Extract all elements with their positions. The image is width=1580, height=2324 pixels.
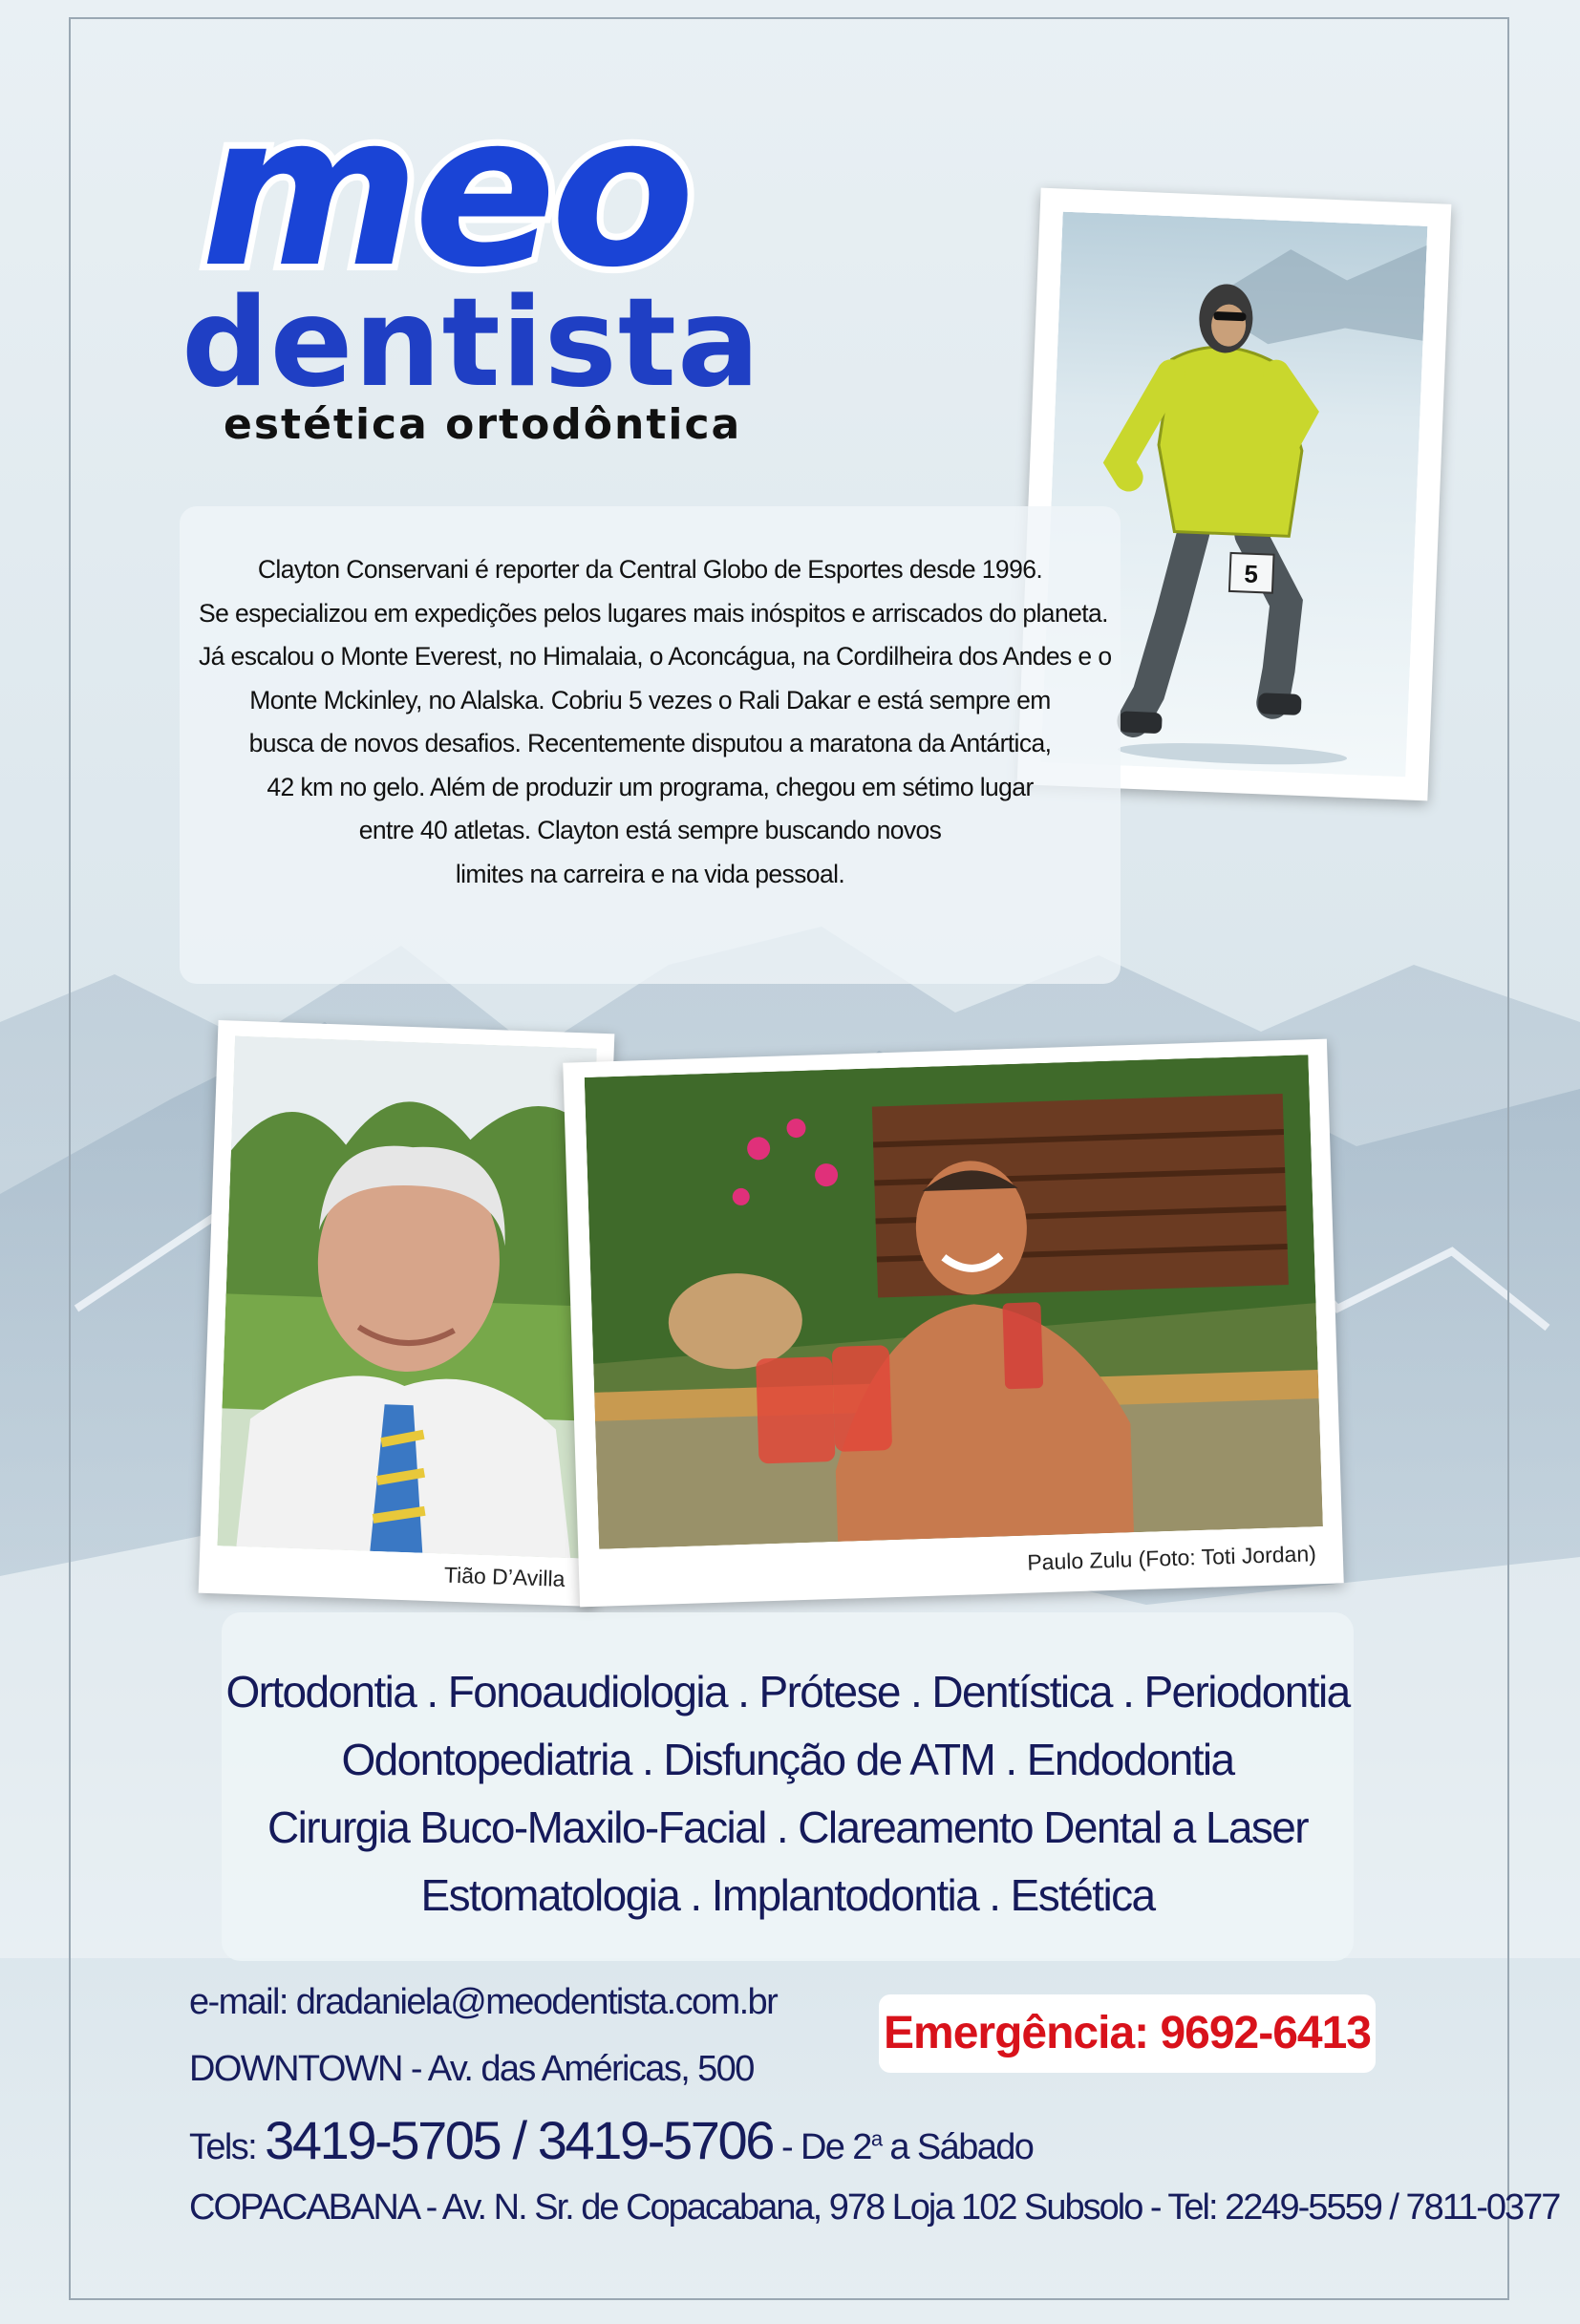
paulo-photo-image [585, 1055, 1323, 1549]
bio-line: limites na carreira e na vida pessoal. [455, 859, 845, 888]
contact-tels-numbers: 3419-5705 / 3419-5706 [265, 2110, 773, 2170]
contact-tels-suffix: - De 2 [772, 2127, 871, 2167]
logo-brand-text: meo [201, 69, 690, 313]
services-line: Estomatologia . Implantodontia . Estética [420, 1870, 1155, 1920]
bio-card [180, 506, 1121, 984]
services-line: Ortodontia . Fonoaudiologia . Prótese . Dentística . Periodontia [225, 1667, 1350, 1716]
contact-phones [189, 2109, 1033, 2171]
paulo-caption: Paulo Zulu (Foto: Toti Jordan) [1026, 1541, 1317, 1575]
tiao-caption: Tião D’Avilla [443, 1562, 566, 1591]
emergency-phone-badge: Emergência: 9692-6413 [879, 1994, 1376, 2073]
contact-tels-prefix: Tels: [189, 2127, 266, 2167]
tiao-photo-image [217, 1036, 596, 1559]
bio-line: Já escalou o Monte Everest, no Himalaia, o Aconcágua, na Cordilheira dos Andes e o [199, 642, 1112, 671]
contact-tels-suffix-sup: a [870, 2126, 882, 2151]
bio-line: Monte Mckinley, no Alalska. Cobriu 5 vezes o Rali Dakar e está sempre em [249, 685, 1051, 714]
services-card [222, 1612, 1354, 1961]
bio-line: Se especializou em expedições pelos lugares mais inóspitos e arriscados do planeta. [199, 598, 1108, 628]
logo-tagline: estética ortodôntica [224, 400, 742, 449]
contact-email: e-mail: dradaniela@meodentista.com.br [189, 1982, 778, 2022]
tiao-photo [199, 1020, 615, 1607]
paulo-pool-scene [585, 1055, 1323, 1549]
paulo-photo [563, 1039, 1344, 1608]
bio-line: 42 km no gelo. Além de produzir um programa, chegou em sétimo lugar [267, 772, 1034, 801]
bio-line: Clayton Conservani é reporter da Central Globo de Esportes desde 1996. [257, 555, 1043, 584]
contact-tels-suffix-end: a Sábado [881, 2127, 1034, 2167]
runner-bib-number: 5 [1243, 559, 1259, 589]
meo-dentista-logo [181, 69, 850, 458]
bio-line: busca de novos desafios. Recentemente disputou a maratona da Antártica, [248, 729, 1052, 757]
services-line: Cirurgia Buco-Maxilo-Facial . Clareamento Dental a Laser [267, 1802, 1308, 1852]
contact-copacabana-address: COPACABANA - Av. N. Sr. de Copacabana, 978 Loja 102 Subsolo - Tel: 2249-5559 / 7811-0377 [189, 2187, 1560, 2228]
bio-line: entre 40 atletas. Clayton está sempre buscando novos [358, 816, 942, 844]
logo-name-text: dentista [181, 272, 761, 415]
contact-downtown-address: DOWNTOWN - Av. das Américas, 500 [189, 2049, 754, 2089]
services-line: Odontopediatria . Disfunção de ATM . Endodontia [341, 1735, 1234, 1784]
tiao-portrait [217, 1036, 596, 1559]
